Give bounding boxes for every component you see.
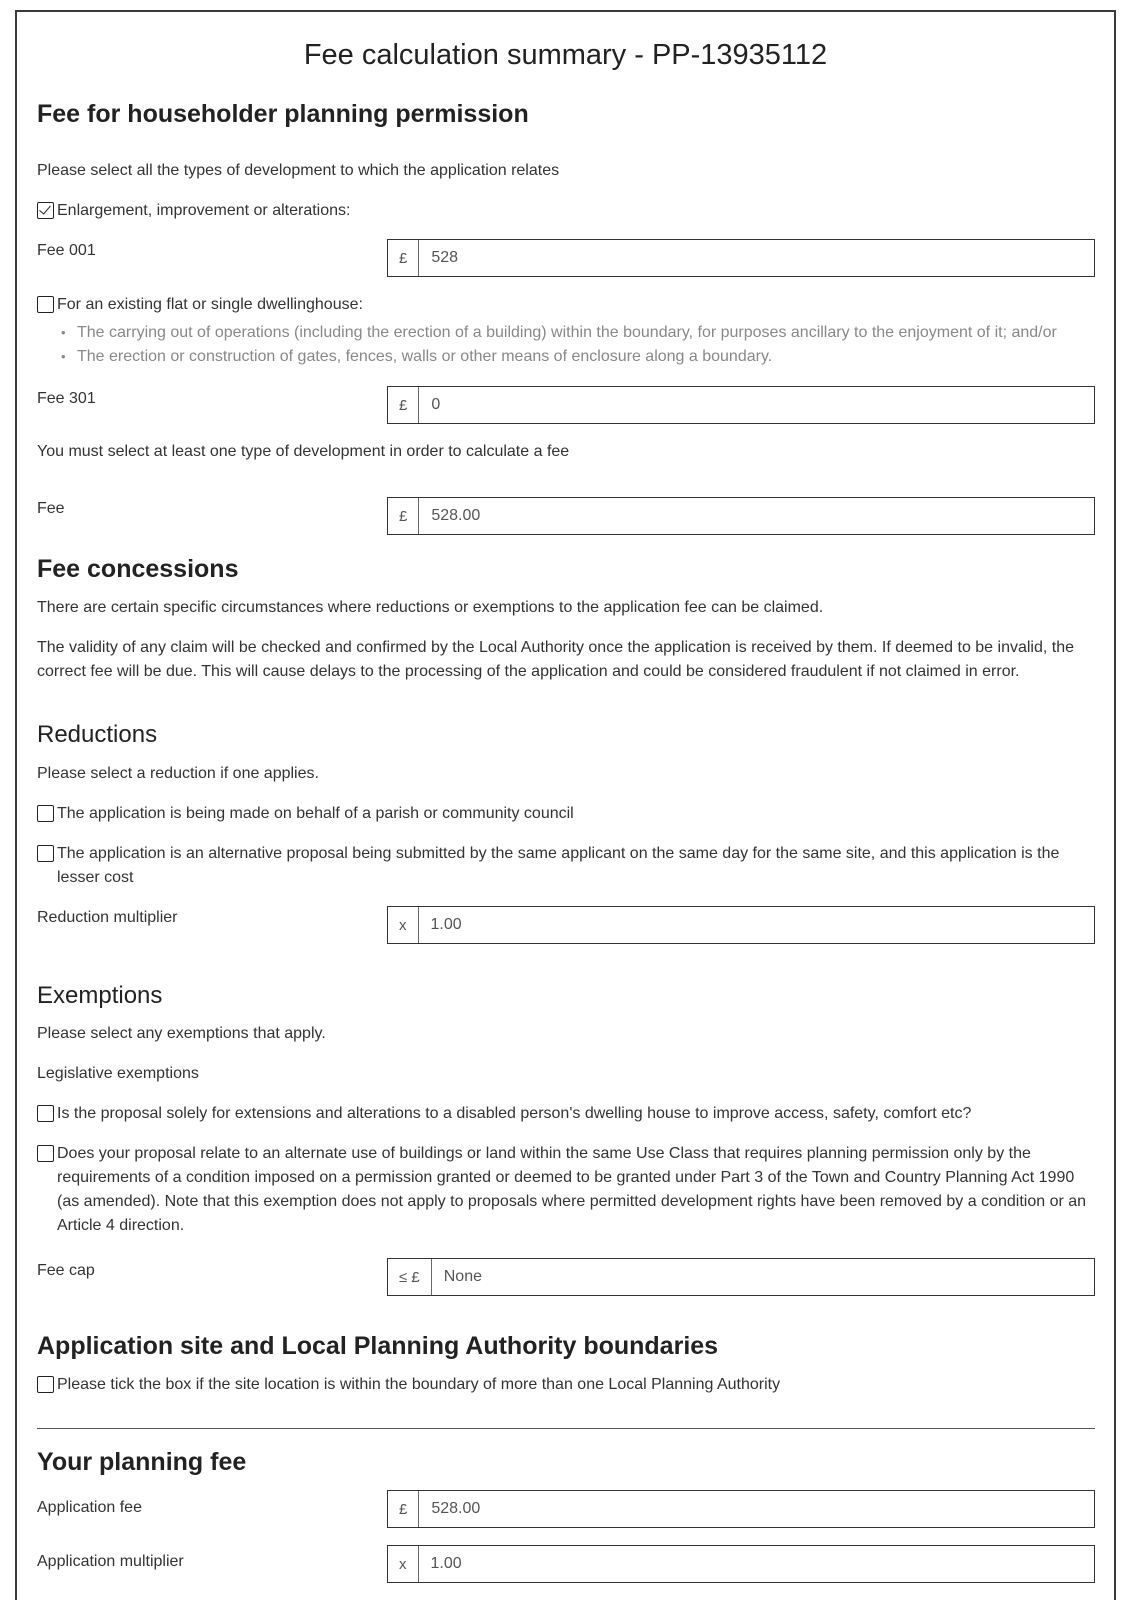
application-multiplier-label: Application multiplier bbox=[37, 1553, 184, 1570]
your-fee-heading: Your planning fee bbox=[37, 1448, 247, 1476]
parish-checkbox[interactable] bbox=[37, 805, 54, 822]
fee001-field[interactable] bbox=[387, 239, 1095, 277]
fee-field[interactable] bbox=[387, 497, 1095, 535]
must-select-note: You must select at least one type of development in order to calculate a fee bbox=[37, 443, 570, 460]
multiplier-prefix: x bbox=[388, 1546, 419, 1582]
legislative-exemptions-label: Legislative exemptions bbox=[37, 1065, 199, 1082]
reductions-intro: Please select a reduction if one applies. bbox=[37, 765, 319, 782]
fee-value: 528.00 bbox=[431, 507, 481, 524]
existing-flat-checkbox[interactable] bbox=[37, 296, 54, 313]
alternative-label: The application is an alternative proposal being submitted by the same applicant on the same day for the same site, and this application is the lesser cost bbox=[57, 845, 1060, 886]
multi-lpa-checkbox[interactable] bbox=[37, 1376, 54, 1393]
alternative-checkbox[interactable] bbox=[37, 845, 54, 862]
existing-flat-bullets bbox=[77, 321, 1057, 369]
bullet-item: • The carrying out of operations (including the erection of a building) within the boundary, for purposes ancillary to the enjoyment of it; and/or bbox=[77, 321, 1057, 345]
section-divider bbox=[37, 1428, 1095, 1429]
concessions-para1: There are certain specific circumstances where reductions or exemptions to the application fee can be claimed. bbox=[37, 599, 824, 616]
fee-label: Fee bbox=[37, 500, 65, 517]
fee301-value: 0 bbox=[431, 396, 441, 413]
currency-prefix: £ bbox=[388, 240, 419, 276]
enlargement-checkbox[interactable] bbox=[37, 202, 54, 219]
fee-cap-value: None bbox=[443, 1268, 482, 1285]
exemptions-intro: Please select any exemptions that apply. bbox=[37, 1025, 326, 1042]
fee301-label: Fee 301 bbox=[37, 390, 96, 407]
reduction-multiplier-field[interactable] bbox=[387, 906, 1095, 944]
disabled-checkbox[interactable] bbox=[37, 1105, 54, 1122]
exemptions-heading: Exemptions bbox=[37, 982, 163, 1009]
concessions-heading: Fee concessions bbox=[37, 555, 239, 583]
fee001-label: Fee 001 bbox=[37, 242, 96, 259]
application-fee-label: Application fee bbox=[37, 1499, 142, 1516]
parish-label: The application is being made on behalf of a parish or community council bbox=[57, 805, 574, 822]
existing-flat-checkbox-row[interactable] bbox=[37, 293, 363, 317]
concessions-para2: The validity of any claim will be checked and confirmed by the Local Authority once the application is received by them. If deemed to be invalid, the correct fee will be due. This will cause delays to the processing of the application and could be considered fraudulent if not claimed in error. bbox=[37, 639, 1075, 680]
fee-cap-label: Fee cap bbox=[37, 1262, 95, 1279]
multi-lpa-label: Please tick the box if the site location is within the boundary of more than one Local Planning Authority bbox=[57, 1376, 781, 1393]
alternative-checkbox-row[interactable] bbox=[37, 842, 1095, 890]
alternate-use-label: Does your proposal relate to an alternate use of buildings or land within the same Use Class that requires planning permission only by the requirements of a condition imposed on a permission granted or deemed to be granted under Part 3 of the Town and Country Planning Act 1990 (as amended). Note that this exemption does not apply to proposals where permitted development rights have been removed by a condition or an Article 4 direction. bbox=[57, 1145, 1087, 1234]
multi-lpa-checkbox-row[interactable] bbox=[37, 1373, 1095, 1397]
multiplier-prefix: x bbox=[388, 907, 419, 943]
enlargement-checkbox-row[interactable] bbox=[37, 199, 350, 223]
existing-flat-label: For an existing flat or single dwellinghouse: bbox=[57, 296, 363, 313]
application-multiplier-value: 1.00 bbox=[430, 1555, 462, 1572]
fee-cap-field[interactable] bbox=[387, 1258, 1095, 1296]
householder-intro: Please select all the types of development to which the application relates bbox=[37, 162, 560, 179]
disabled-label: Is the proposal solely for extensions and alterations to a disabled person's dwelling house to improve access, safety, comfort etc? bbox=[57, 1105, 972, 1122]
application-fee-value: 528.00 bbox=[431, 1500, 481, 1517]
householder-heading: Fee for householder planning permission bbox=[37, 100, 529, 128]
reductions-heading: Reductions bbox=[37, 721, 158, 748]
enlargement-label: Enlargement, improvement or alterations: bbox=[57, 202, 351, 219]
cap-prefix: ≤ £ bbox=[388, 1259, 432, 1295]
page-title: Fee calculation summary - PP-13935112 bbox=[303, 39, 828, 71]
currency-prefix: £ bbox=[388, 498, 419, 534]
application-fee-field[interactable] bbox=[387, 1490, 1095, 1528]
disabled-checkbox-row[interactable] bbox=[37, 1102, 1095, 1126]
fee001-value: 528 bbox=[431, 249, 459, 266]
alternate-use-checkbox-row[interactable] bbox=[37, 1142, 1095, 1238]
bullet-item: • The erection or construction of gates, fences, walls or other means of enclosure along a boundary. bbox=[77, 345, 1057, 369]
reduction-multiplier-value: 1.00 bbox=[430, 916, 462, 933]
reduction-multiplier-label: Reduction multiplier bbox=[37, 909, 178, 926]
currency-prefix: £ bbox=[388, 387, 419, 423]
currency-prefix: £ bbox=[388, 1491, 419, 1527]
application-multiplier-field[interactable] bbox=[387, 1545, 1095, 1583]
boundaries-heading: Application site and Local Planning Authority boundaries bbox=[37, 1332, 719, 1360]
fee301-field[interactable] bbox=[387, 386, 1095, 424]
parish-checkbox-row[interactable] bbox=[37, 802, 1095, 826]
alternate-use-checkbox[interactable] bbox=[37, 1145, 54, 1162]
